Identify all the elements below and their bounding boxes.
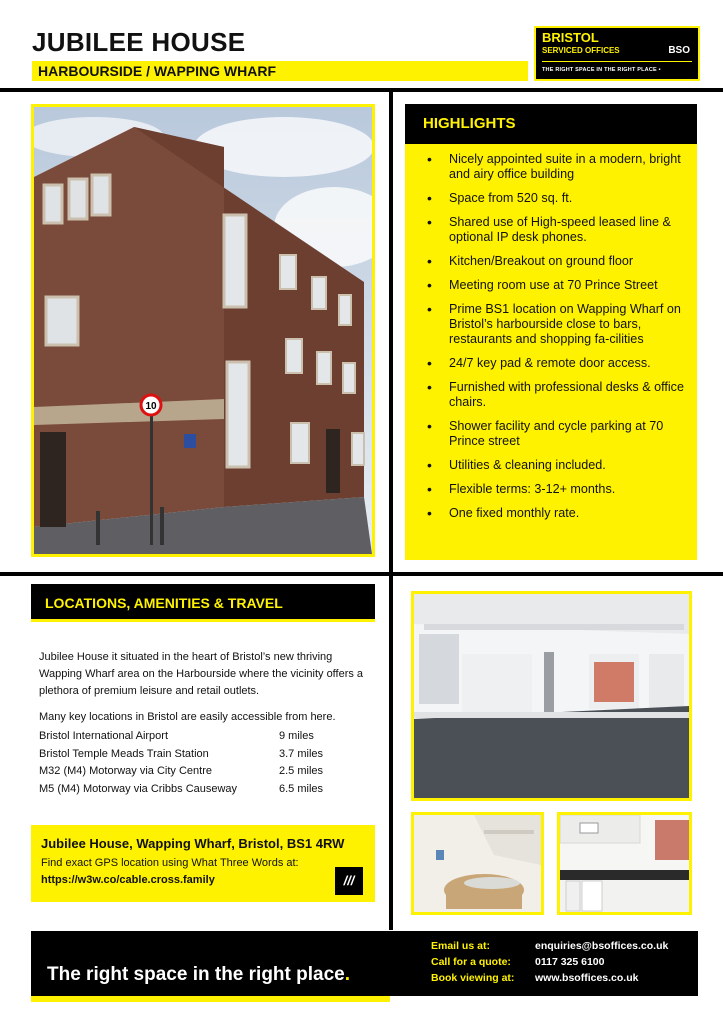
kitchen-photo — [557, 812, 692, 915]
address-title: Jubilee House, Wapping Wharf, Bristol, BS1 4RW — [41, 836, 345, 851]
distance-table — [39, 730, 323, 800]
distance-miles: 6.5 miles — [279, 782, 324, 795]
website-link[interactable]: www.bsoffices.co.uk — [535, 972, 639, 984]
contact-label: Email us at: — [431, 940, 490, 952]
logo-line-2: SERVICED OFFICES — [542, 46, 620, 55]
distance-place: M5 (M4) Motorway via Cribbs Causeway — [39, 782, 238, 795]
highlight-item: • Space from 520 sq. ft. — [425, 191, 687, 206]
highlight-item: • Shower facility and cycle parking at 70 Prince street — [425, 419, 687, 449]
reception-photo — [411, 812, 544, 915]
distance-place: M32 (M4) Motorway via City Centre — [39, 765, 212, 777]
highlight-item: • Kitchen/Breakout on ground floor — [425, 254, 687, 269]
highlights-panel — [405, 104, 697, 560]
footer-tagline — [47, 964, 350, 986]
building-illustration — [34, 107, 372, 554]
logo-divider — [542, 61, 692, 62]
locations-intro: Jubilee House it situated in the heart of Bristol’s new thriving Wapping Wharf area on the Harbourside where the vicinity offers a plethora of premium leisure and retail outlets. — [39, 651, 364, 697]
contact-row-phone — [431, 954, 668, 970]
contact-row-email — [431, 938, 668, 954]
footer-accent-bar — [31, 996, 390, 1002]
highlight-item: • Furnished with professional desks & office chairs. — [425, 380, 687, 410]
locations-access: Many key locations in Bristol are easily accessible from here. — [39, 711, 336, 723]
highlight-item: • Utilities & cleaning included. — [425, 458, 687, 473]
highlight-item: • Prime BS1 location on Wapping Wharf on Bristol’s harbourside close to bars, restaurants and shopping fa-cilities — [425, 302, 687, 347]
contact-row-web — [431, 970, 668, 986]
reception-illustration — [414, 815, 541, 912]
footer-tagline-dot: . — [344, 964, 351, 985]
table-row — [39, 730, 323, 748]
table-row — [39, 748, 323, 766]
speed-limit-number: 10 — [145, 401, 157, 412]
logo-line-1: BRISTOL — [542, 30, 599, 45]
highlights-heading: HIGHLIGHTS — [405, 104, 697, 144]
highlights-list — [425, 152, 687, 530]
top-divider — [0, 88, 723, 92]
highlight-item: • Flexible terms: 3-12+ months. — [425, 482, 687, 497]
distance-place: Bristol Temple Meads Train Station — [39, 747, 209, 760]
address-box — [31, 825, 375, 902]
footer-tagline-text: The right space in the right place — [47, 964, 345, 985]
table-row — [39, 783, 323, 801]
highlight-item: • 24/7 key pad & remote door access. — [425, 356, 687, 371]
building-photo — [31, 104, 375, 557]
contact-label: Call for a quote: — [431, 956, 511, 968]
email-link[interactable]: enquiries@bsoffices.co.uk — [535, 940, 669, 952]
phone-link[interactable]: 0117 325 6100 — [535, 956, 605, 968]
page-title: JUBILEE HOUSE — [32, 27, 246, 57]
office-illustration — [414, 594, 689, 798]
table-row — [39, 765, 323, 783]
distance-place: Bristol International Airport — [39, 730, 169, 742]
kitchen-illustration — [560, 815, 689, 912]
contact-list — [431, 938, 668, 986]
what3words-icon: /// — [335, 867, 363, 895]
bso-logo — [534, 26, 700, 81]
logo-tagline: THE RIGHT SPACE IN THE RIGHT PLACE • — [542, 67, 661, 73]
locations-heading: LOCATIONS, AMENITIES & TRAVEL — [31, 584, 375, 622]
upper-vertical-divider — [389, 88, 393, 576]
logo-abbr: BSO — [668, 45, 690, 56]
distance-miles: 9 miles — [279, 730, 314, 742]
highlight-item: • One fixed monthly rate. — [425, 506, 687, 521]
distance-miles: 2.5 miles — [279, 765, 324, 777]
office-interior-photo — [411, 591, 692, 801]
distance-miles: 3.7 miles — [279, 747, 324, 760]
middle-divider — [0, 572, 723, 576]
footer — [31, 931, 698, 996]
highlight-item: • Nicely appointed suite in a modern, bright and airy office building — [425, 152, 687, 182]
w3w-link[interactable]: https://w3w.co/cable.cross.family — [41, 874, 215, 886]
contact-label: Book viewing at: — [431, 972, 515, 984]
highlight-item: • Shared use of High-speed leased line & optional IP desk phones. — [425, 215, 687, 245]
lower-vertical-divider — [389, 572, 393, 930]
w3w-note: Find exact GPS location using What Three Words at: — [41, 857, 299, 869]
location-subtitle: HARBOURSIDE / WAPPING WHARF — [32, 61, 528, 81]
highlight-item: • Meeting room use at 70 Prince Street — [425, 278, 687, 293]
